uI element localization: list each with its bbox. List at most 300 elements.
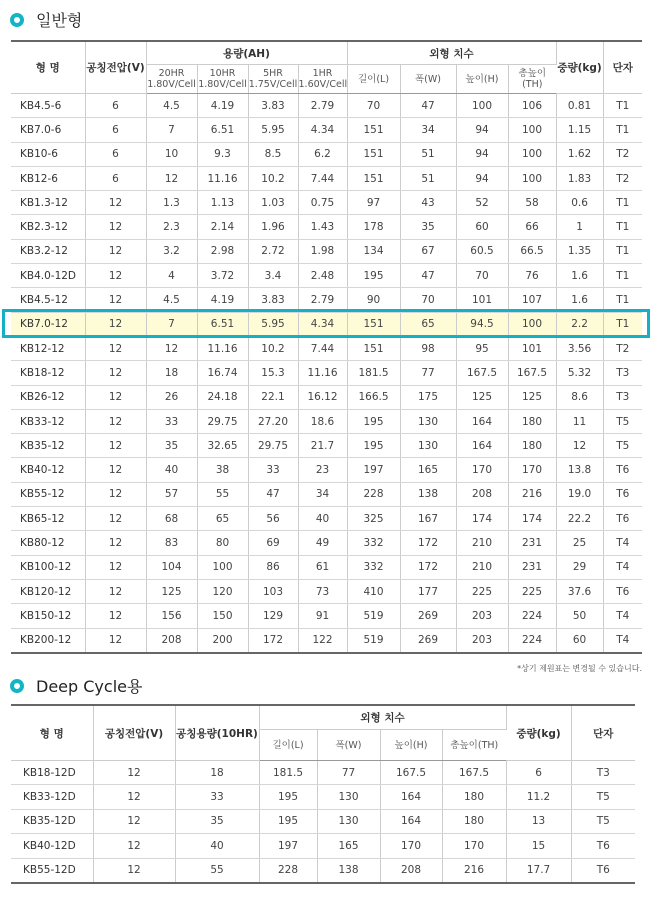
value-cell: 170: [442, 834, 506, 858]
value-cell: 1: [556, 215, 603, 239]
value-cell: 40: [146, 458, 197, 482]
value-cell: 58: [508, 191, 556, 215]
model-cell: KB18-12D: [11, 761, 93, 785]
value-cell: 4.5: [146, 288, 197, 312]
model-cell: KB4.5-12: [11, 288, 85, 312]
value-cell: 11.16: [197, 336, 248, 360]
table-row: [11, 215, 642, 239]
highlight-row-frame: [2, 309, 650, 338]
value-cell: 15.3: [248, 361, 298, 385]
value-cell: 12: [93, 834, 175, 858]
value-cell: T4: [603, 555, 642, 579]
model-cell: KB33-12: [11, 409, 85, 433]
value-cell: 4.19: [197, 288, 248, 312]
table-row: [11, 604, 642, 628]
value-cell: 7: [146, 118, 197, 142]
header-dimensions: 외형 치수: [347, 41, 556, 65]
model-cell: KB18-12: [11, 361, 85, 385]
value-cell: 60: [556, 628, 603, 653]
header-dimensions: 외형 치수: [259, 705, 506, 730]
value-cell: 106: [508, 94, 556, 118]
value-cell: 167.5: [508, 361, 556, 385]
value-cell: 195: [259, 785, 317, 809]
value-cell: 172: [248, 628, 298, 653]
value-cell: 164: [380, 785, 442, 809]
header-capacity-1hr: 1HR 1.60V/Cell: [298, 65, 347, 94]
value-cell: 12: [85, 531, 146, 555]
value-cell: 34: [298, 482, 347, 506]
value-cell: 25: [556, 531, 603, 555]
value-cell: 170: [456, 458, 508, 482]
value-cell: 164: [456, 434, 508, 458]
value-cell: 1.83: [556, 166, 603, 190]
value-cell: 12: [146, 336, 197, 360]
table-row: [11, 409, 642, 433]
value-cell: 43: [400, 191, 456, 215]
value-cell: 12: [85, 409, 146, 433]
model-cell: KB150-12: [11, 604, 85, 628]
table-row: [11, 166, 642, 190]
value-cell: 170: [508, 458, 556, 482]
model-cell: KB7.0-6: [11, 118, 85, 142]
header-total-height: 총높이(TH): [508, 65, 556, 94]
value-cell: 151: [347, 118, 400, 142]
value-cell: 164: [456, 409, 508, 433]
value-cell: 6: [85, 118, 146, 142]
value-cell: 175: [400, 385, 456, 409]
value-cell: 22.2: [556, 507, 603, 531]
value-cell: 125: [508, 385, 556, 409]
value-cell: 76: [508, 264, 556, 288]
table-row: [11, 239, 642, 263]
value-cell: 12: [85, 434, 146, 458]
header-height: 높이(H): [456, 65, 508, 94]
value-cell: 172: [400, 531, 456, 555]
value-cell: T3: [603, 385, 642, 409]
value-cell: 37.6: [556, 579, 603, 603]
value-cell: 12: [85, 239, 146, 263]
table-row: [11, 142, 642, 166]
value-cell: 66.5: [508, 239, 556, 263]
value-cell: 15: [506, 834, 571, 858]
header-length: 길이(L): [259, 730, 317, 761]
value-cell: 101: [508, 336, 556, 360]
header-width: 폭(W): [317, 730, 380, 761]
value-cell: 178: [347, 215, 400, 239]
value-cell: T6: [603, 579, 642, 603]
model-cell: KB12-12: [11, 336, 85, 360]
model-cell: KB4.0-12D: [11, 264, 85, 288]
value-cell: 208: [380, 858, 442, 883]
value-cell: 166.5: [347, 385, 400, 409]
value-cell: 208: [456, 482, 508, 506]
value-cell: 26: [146, 385, 197, 409]
model-cell: KB2.3-12: [11, 215, 85, 239]
value-cell: 138: [317, 858, 380, 883]
spec-change-note: *상기 제원표는 변경될 수 있습니다.: [517, 664, 642, 673]
value-cell: 125: [146, 579, 197, 603]
header-total-height: 총높이(TH): [442, 730, 506, 761]
value-cell: 8.6: [556, 385, 603, 409]
table-row: [11, 809, 635, 833]
value-cell: 29.75: [248, 434, 298, 458]
value-cell: 231: [508, 555, 556, 579]
value-cell: 325: [347, 507, 400, 531]
value-cell: 35: [400, 215, 456, 239]
model-cell: KB200-12: [11, 628, 85, 653]
value-cell: 2.72: [248, 239, 298, 263]
value-cell: 100: [508, 312, 556, 336]
model-cell: KB40-12: [11, 458, 85, 482]
value-cell: 90: [347, 288, 400, 312]
value-cell: 40: [175, 834, 259, 858]
table-row: [11, 434, 642, 458]
value-cell: 12: [85, 361, 146, 385]
value-cell: 12: [85, 264, 146, 288]
value-cell: T6: [571, 858, 635, 883]
value-cell: 107: [508, 288, 556, 312]
value-cell: 130: [400, 409, 456, 433]
value-cell: T4: [603, 628, 642, 653]
value-cell: 19.0: [556, 482, 603, 506]
table-row: [11, 385, 642, 409]
value-cell: 100: [197, 555, 248, 579]
model-cell: KB3.2-12: [11, 239, 85, 263]
value-cell: 9.3: [197, 142, 248, 166]
value-cell: 29.75: [197, 409, 248, 433]
value-cell: 4.34: [298, 118, 347, 142]
header-model: 형 명: [11, 41, 85, 94]
table-row: [11, 555, 642, 579]
value-cell: 12: [85, 336, 146, 360]
value-cell: 228: [259, 858, 317, 883]
value-cell: 12: [85, 482, 146, 506]
table-row: [11, 507, 642, 531]
table-row: [11, 94, 642, 118]
value-cell: 3.83: [248, 94, 298, 118]
table-row: [11, 482, 642, 506]
value-cell: T1: [603, 215, 642, 239]
value-cell: 83: [146, 531, 197, 555]
value-cell: 12: [85, 458, 146, 482]
model-cell: KB100-12: [11, 555, 85, 579]
value-cell: 156: [146, 604, 197, 628]
value-cell: 21.7: [298, 434, 347, 458]
model-cell: KB26-12: [11, 385, 85, 409]
value-cell: 195: [259, 809, 317, 833]
model-cell: KB7.0-12: [11, 312, 85, 336]
value-cell: 12: [93, 809, 175, 833]
value-cell: 177: [400, 579, 456, 603]
value-cell: 94: [456, 166, 508, 190]
value-cell: 151: [347, 142, 400, 166]
value-cell: 40: [298, 507, 347, 531]
value-cell: 49: [298, 531, 347, 555]
value-cell: 2.2: [556, 312, 603, 336]
value-cell: 225: [456, 579, 508, 603]
value-cell: 167.5: [456, 361, 508, 385]
value-cell: 98: [400, 336, 456, 360]
value-cell: T1: [603, 288, 642, 312]
value-cell: 2.98: [197, 239, 248, 263]
value-cell: T5: [603, 409, 642, 433]
value-cell: 4.19: [197, 94, 248, 118]
value-cell: 225: [508, 579, 556, 603]
value-cell: T1: [603, 264, 642, 288]
value-cell: 1.62: [556, 142, 603, 166]
value-cell: T6: [603, 482, 642, 506]
value-cell: 55: [197, 482, 248, 506]
value-cell: 164: [380, 809, 442, 833]
header-weight: 중량(kg): [556, 41, 603, 94]
value-cell: 56: [248, 507, 298, 531]
value-cell: 77: [400, 361, 456, 385]
value-cell: 18: [146, 361, 197, 385]
value-cell: 55: [175, 858, 259, 883]
value-cell: 6: [506, 761, 571, 785]
header-capacity-20hr: 20HR 1.80V/Cell: [146, 65, 197, 94]
value-cell: 167: [400, 507, 456, 531]
value-cell: T1: [603, 118, 642, 142]
model-cell: KB35-12D: [11, 809, 93, 833]
value-cell: 150: [197, 604, 248, 628]
value-cell: 70: [456, 264, 508, 288]
value-cell: 210: [456, 531, 508, 555]
section-general-title: 일반형: [36, 11, 83, 30]
table-row: [11, 531, 642, 555]
value-cell: 130: [400, 434, 456, 458]
value-cell: 2.79: [298, 94, 347, 118]
value-cell: 519: [347, 628, 400, 653]
value-cell: 94.5: [456, 312, 508, 336]
header-terminal: 단자: [571, 705, 635, 761]
value-cell: 16.12: [298, 385, 347, 409]
value-cell: T1: [603, 312, 642, 336]
value-cell: 12: [85, 628, 146, 653]
value-cell: 80: [197, 531, 248, 555]
value-cell: 12: [85, 555, 146, 579]
value-cell: T4: [603, 531, 642, 555]
value-cell: 104: [146, 555, 197, 579]
value-cell: 61: [298, 555, 347, 579]
value-cell: 60.5: [456, 239, 508, 263]
value-cell: 6.51: [197, 118, 248, 142]
value-cell: 174: [456, 507, 508, 531]
value-cell: 7.44: [298, 166, 347, 190]
value-cell: 4.5: [146, 94, 197, 118]
value-cell: 38: [197, 458, 248, 482]
value-cell: 5.95: [248, 118, 298, 142]
value-cell: 86: [248, 555, 298, 579]
value-cell: 69: [248, 531, 298, 555]
value-cell: 180: [442, 809, 506, 833]
value-cell: 2.14: [197, 215, 248, 239]
value-cell: 1.15: [556, 118, 603, 142]
value-cell: T5: [571, 785, 635, 809]
value-cell: 27.20: [248, 409, 298, 433]
table-row: [11, 361, 642, 385]
value-cell: 332: [347, 531, 400, 555]
value-cell: 224: [508, 604, 556, 628]
value-cell: T3: [571, 761, 635, 785]
value-cell: 12: [85, 579, 146, 603]
value-cell: 1.35: [556, 239, 603, 263]
value-cell: 33: [248, 458, 298, 482]
value-cell: 33: [175, 785, 259, 809]
value-cell: 12: [146, 166, 197, 190]
value-cell: 134: [347, 239, 400, 263]
value-cell: 216: [442, 858, 506, 883]
model-cell: KB4.5-6: [11, 94, 85, 118]
value-cell: 130: [317, 809, 380, 833]
value-cell: 94: [456, 142, 508, 166]
value-cell: 3.4: [248, 264, 298, 288]
value-cell: 2.3: [146, 215, 197, 239]
value-cell: 51: [400, 166, 456, 190]
value-cell: 181.5: [259, 761, 317, 785]
value-cell: 1.3: [146, 191, 197, 215]
value-cell: 11.16: [197, 166, 248, 190]
value-cell: 70: [347, 94, 400, 118]
value-cell: 197: [347, 458, 400, 482]
value-cell: 47: [248, 482, 298, 506]
value-cell: T2: [603, 142, 642, 166]
model-cell: KB65-12: [11, 507, 85, 531]
value-cell: 13: [506, 809, 571, 833]
value-cell: 18.6: [298, 409, 347, 433]
value-cell: 332: [347, 555, 400, 579]
value-cell: 100: [508, 142, 556, 166]
value-cell: 195: [347, 409, 400, 433]
value-cell: 50: [556, 604, 603, 628]
model-cell: KB55-12D: [11, 858, 93, 883]
header-capacity: 용량(AH): [146, 41, 347, 65]
value-cell: T2: [603, 166, 642, 190]
value-cell: 12: [556, 434, 603, 458]
value-cell: 103: [248, 579, 298, 603]
value-cell: 180: [442, 785, 506, 809]
header-terminal: 단자: [603, 41, 642, 94]
value-cell: 12: [85, 312, 146, 336]
value-cell: 1.6: [556, 288, 603, 312]
value-cell: 12: [93, 761, 175, 785]
value-cell: 77: [317, 761, 380, 785]
circle-bullet-icon: [10, 679, 24, 693]
value-cell: 95: [456, 336, 508, 360]
value-cell: 47: [400, 264, 456, 288]
value-cell: 0.81: [556, 94, 603, 118]
value-cell: T6: [603, 458, 642, 482]
model-cell: KB55-12: [11, 482, 85, 506]
value-cell: 24.18: [197, 385, 248, 409]
value-cell: 22.1: [248, 385, 298, 409]
value-cell: 12: [85, 215, 146, 239]
value-cell: 180: [508, 434, 556, 458]
value-cell: 13.8: [556, 458, 603, 482]
value-cell: 231: [508, 531, 556, 555]
table-row: [11, 834, 635, 858]
value-cell: 120: [197, 579, 248, 603]
value-cell: 1.43: [298, 215, 347, 239]
value-cell: 167.5: [442, 761, 506, 785]
value-cell: 269: [400, 604, 456, 628]
deep-cycle-spec-table: [11, 704, 635, 884]
table-row: [11, 191, 642, 215]
model-cell: KB12-6: [11, 166, 85, 190]
value-cell: 0.75: [298, 191, 347, 215]
model-cell: KB40-12D: [11, 834, 93, 858]
header-capacity-5hr: 5HR 1.75V/Cell: [248, 65, 298, 94]
table-row: [11, 118, 642, 142]
header-width: 폭(W): [400, 65, 456, 94]
value-cell: 12: [85, 385, 146, 409]
value-cell: 11.2: [506, 785, 571, 809]
value-cell: 6: [85, 142, 146, 166]
value-cell: 12: [93, 858, 175, 883]
value-cell: 101: [456, 288, 508, 312]
value-cell: 12: [93, 785, 175, 809]
table-row: [11, 761, 635, 785]
value-cell: 138: [400, 482, 456, 506]
value-cell: 11: [556, 409, 603, 433]
value-cell: 18: [175, 761, 259, 785]
header-length: 길이(L): [347, 65, 400, 94]
circle-bullet-icon: [10, 13, 24, 27]
table-row: [11, 458, 642, 482]
value-cell: 60: [456, 215, 508, 239]
value-cell: 3.83: [248, 288, 298, 312]
value-cell: 3.56: [556, 336, 603, 360]
table-row: [11, 336, 642, 360]
value-cell: 10: [146, 142, 197, 166]
value-cell: 203: [456, 604, 508, 628]
value-cell: 224: [508, 628, 556, 653]
value-cell: 203: [456, 628, 508, 653]
header-voltage: 공칭전압(V): [85, 41, 146, 94]
general-spec-table: [11, 40, 642, 654]
value-cell: 1.96: [248, 215, 298, 239]
value-cell: 68: [146, 507, 197, 531]
value-cell: 165: [317, 834, 380, 858]
value-cell: 125: [456, 385, 508, 409]
table-row: [11, 785, 635, 809]
value-cell: 151: [347, 312, 400, 336]
value-cell: 34: [400, 118, 456, 142]
value-cell: 174: [508, 507, 556, 531]
value-cell: 129: [248, 604, 298, 628]
value-cell: 210: [456, 555, 508, 579]
value-cell: 5.95: [248, 312, 298, 336]
value-cell: T5: [603, 434, 642, 458]
value-cell: 216: [508, 482, 556, 506]
value-cell: 100: [456, 94, 508, 118]
value-cell: 410: [347, 579, 400, 603]
value-cell: 6.51: [197, 312, 248, 336]
value-cell: 12: [85, 507, 146, 531]
value-cell: T6: [603, 507, 642, 531]
value-cell: 16.74: [197, 361, 248, 385]
value-cell: 1.03: [248, 191, 298, 215]
value-cell: T1: [603, 239, 642, 263]
value-cell: 67: [400, 239, 456, 263]
value-cell: 3.2: [146, 239, 197, 263]
value-cell: 8.5: [248, 142, 298, 166]
value-cell: 35: [146, 434, 197, 458]
section-general-header: [10, 8, 82, 31]
value-cell: 0.6: [556, 191, 603, 215]
value-cell: 35: [175, 809, 259, 833]
value-cell: 200: [197, 628, 248, 653]
